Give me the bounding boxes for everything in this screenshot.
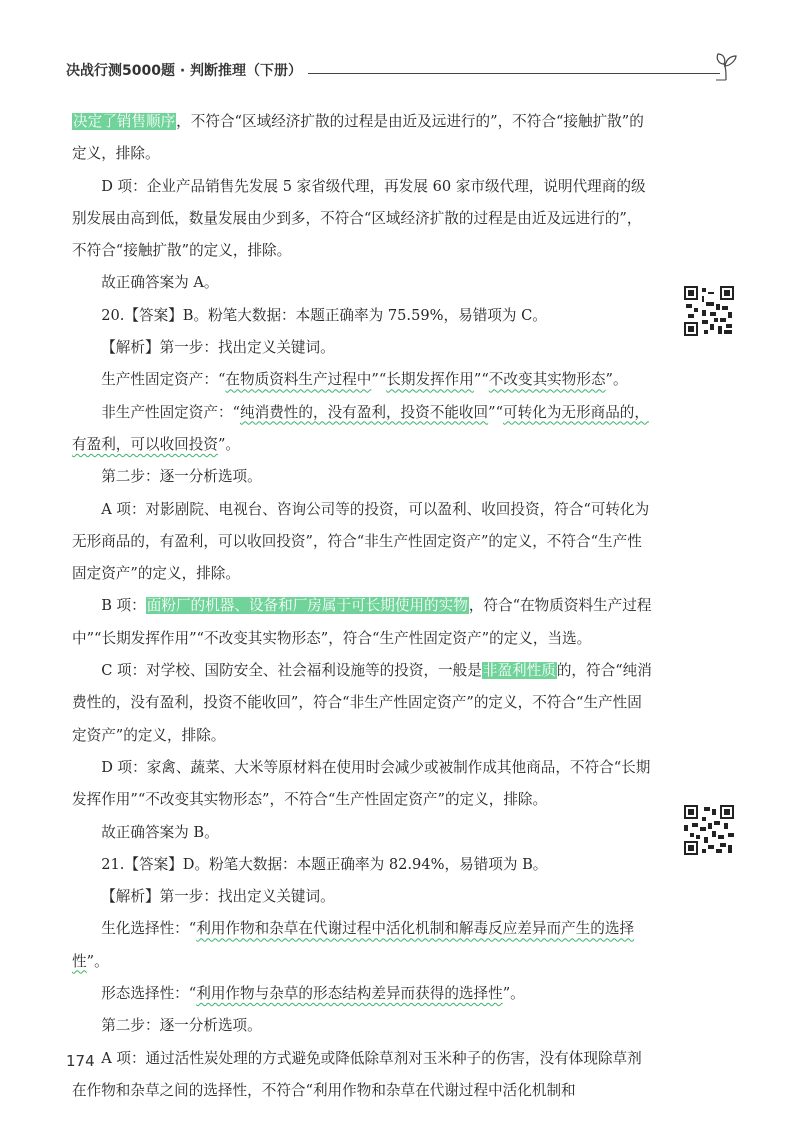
analysis-20: 【解析】第一步：找出定义关键词。 (101, 339, 335, 357)
qr-code-icon[interactable] (684, 805, 734, 855)
paragraph: D 项：企业产品销售先发展 5 家省级代理，再发展 60 家市级代理，说明代理商的级别发展由高到低，数量发展由少到多，不符合“区域经济扩散的过程是由近及远进行的”，不符合“接触扩散”的定义，排除。 (72, 177, 646, 260)
highlight: 决定了销售顺序 (73, 113, 176, 130)
paragraph: A 项：通过活性炭处理的方式避免或降低除草剂对玉米种子的伤害，没有体现除草剂在作物和杂草之间的选择性，不符合“利用作物和杂草在代谢过程中活化机制和 (72, 1049, 642, 1099)
paragraph: 第二步：逐一分析选项。 (101, 1017, 262, 1035)
paragraph: 故正确答案为 B。 (101, 823, 219, 841)
paragraph: 故正确答案为 A。 (101, 274, 219, 292)
sprout-icon (716, 50, 746, 82)
header-title: 决战行测5000题 · 判断推理（下册） (66, 60, 308, 82)
paragraph: 决定了销售顺序，不符合“区域经济扩散的过程是由近及远进行的”，不符合“接触扩散”的定义，排除。 (72, 113, 644, 163)
highlight: 面粉厂的机器、设备和厂房属于可长期使用的实物 (146, 597, 468, 615)
paragraph: 生产性固定资产：“在物质资料生产过程中”“长期发挥作用”“不改变其实物形态”。 (101, 371, 628, 389)
highlight: 非盈利性质 (482, 662, 556, 680)
paragraph: 非生产性固定资产：“纯消费性的，没有盈利，投资不能收回”“可转化为无形商品的，有盈利，可以收回投资”。 (72, 403, 649, 453)
analysis-21: 【解析】第一步：找出定义关键词。 (101, 888, 335, 906)
paragraph: C 项：对学校、国防安全、社会福利设施等的投资，一般是非盈利性质的，符合“纯消费性的，没有盈利，投资不能收回”，符合“非生产性固定资产”的定义，不符合“生产性固定资产”的定义，排除。 (72, 662, 652, 744)
answer-21: 21.【答案】D。粉笔大数据：本题正确率为 82.94%，易错项为 B。 (101, 855, 548, 873)
page-number: 174 (66, 1052, 95, 1070)
paragraph: A 项：对影剧院、电视台、咨询公司等的投资，可以盈利、收回投资，符合“可转化为无形商品的，有盈利，可以收回投资”，符合“非生产性固定资产”的定义，不符合“生产性固定资产”的定义，排除。 (72, 500, 650, 583)
answer-20: 20.【答案】B。粉笔大数据：本题正确率为 75.59%，易错项为 C。 (101, 306, 547, 324)
paragraph: 第二步：逐一分析选项。 (101, 468, 262, 486)
page-content (72, 106, 652, 1107)
paragraph: D 项：家禽、蔬菜、大米等原材料在使用时会减少或被制作成其他商品，不符合“长期发挥作用”“不改变其实物形态”，不符合“生产性固定资产”的定义，排除。 (72, 758, 651, 809)
paragraph: 形态选择性：“利用作物与杂草的形态结构差异而获得的选择性”。 (101, 985, 525, 1003)
qr-code-icon[interactable] (684, 286, 734, 336)
paragraph: B 项：面粉厂的机器、设备和厂房属于可长期使用的实物，符合“在物质资料生产过程中”“长期发挥作用”“不改变其实物形态”，符合“生产性固定资产”的定义，当选。 (72, 597, 652, 647)
paragraph: 生化选择性：“利用作物和杂草在代谢过程中活化机制和解毒反应差异而产生的选择性”。 (72, 920, 635, 970)
page-header (66, 60, 750, 84)
